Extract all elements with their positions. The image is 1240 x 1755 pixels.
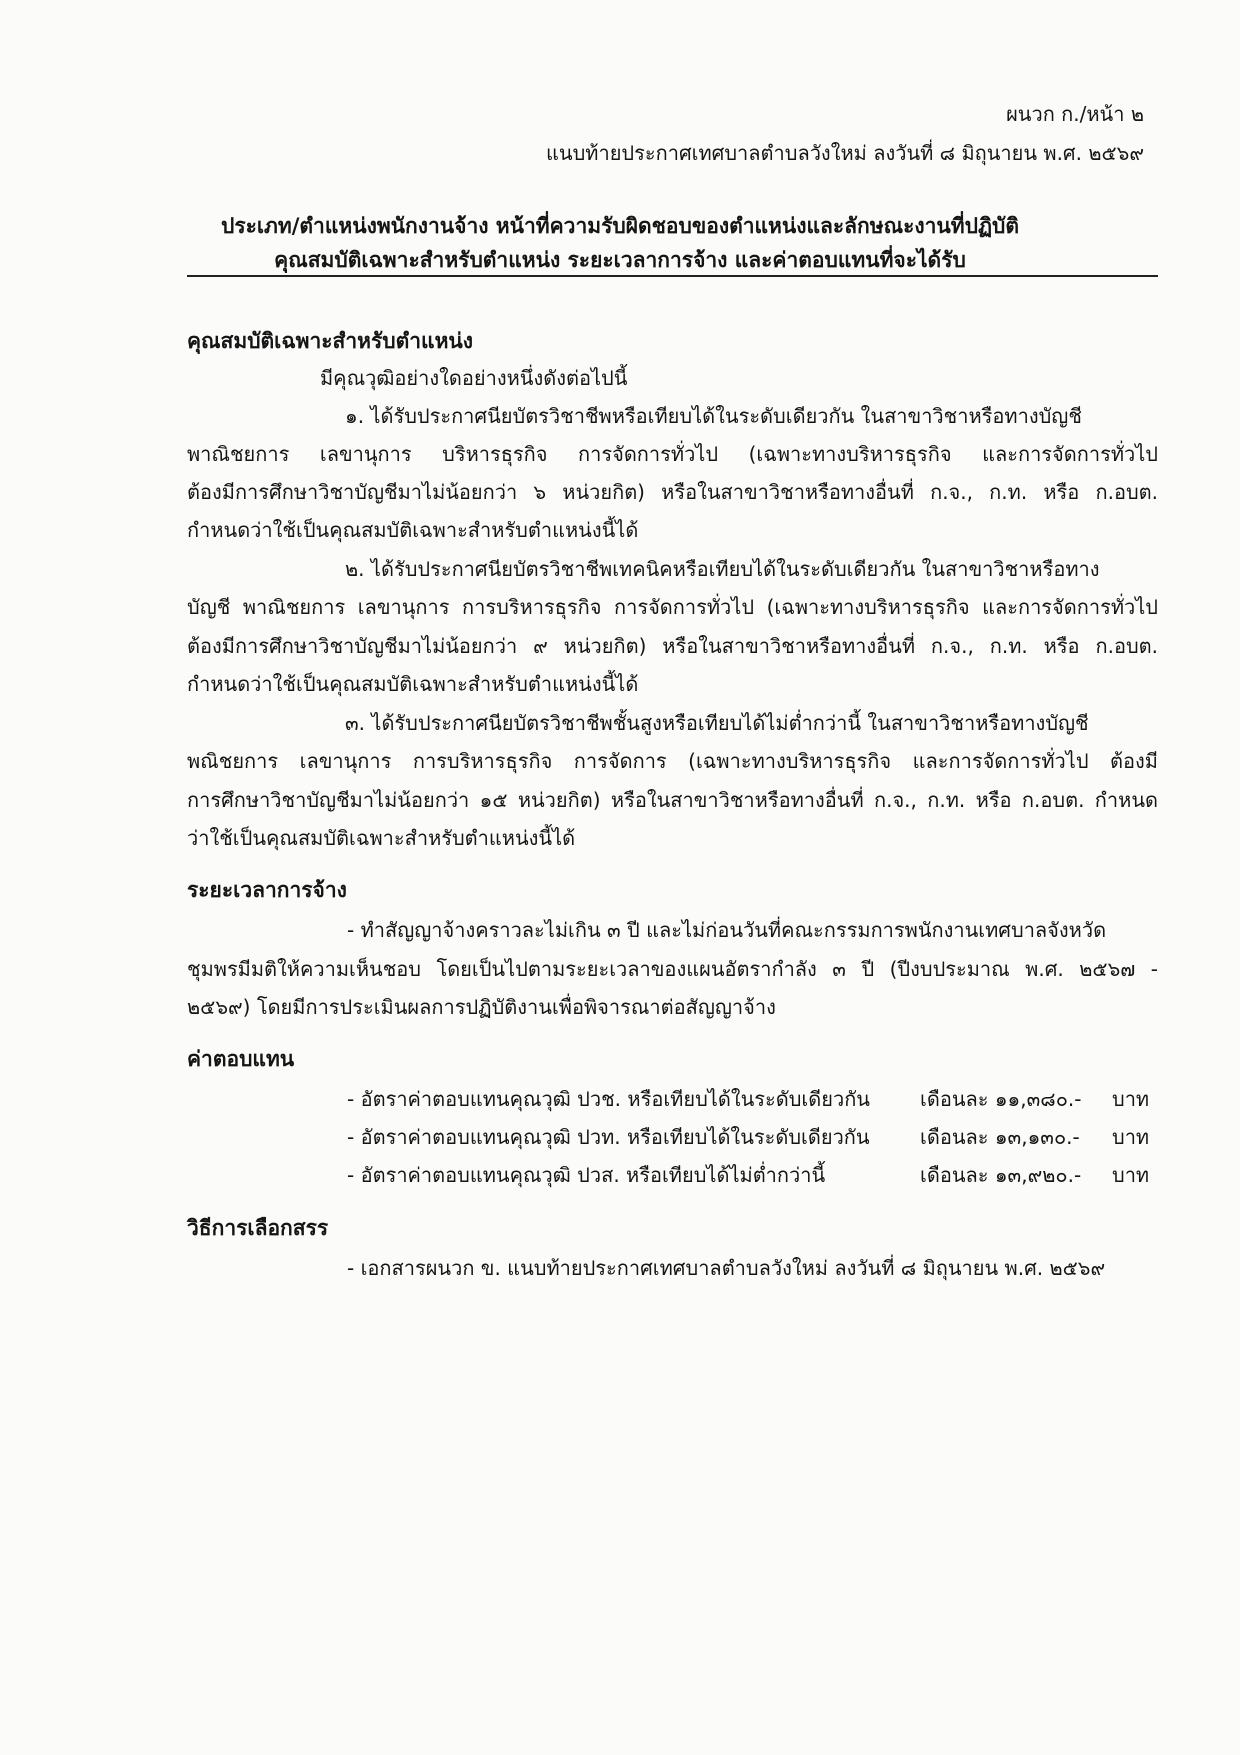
employment-period-line-2: ชุมพรมีมติให้ความเห็นชอบ โดยเป็นไปตามระยะเวลาของแผนอัตรากำลัง ๓ ปี (ปีงบประมาณ พ.ศ. ๒๕๖๗ - [187, 957, 1158, 981]
compensation-row-2-label: - อัตราค่าตอบแทนคุณวุฒิ ปวท. หรือเทียบได้ในระดับเดียวกัน [347, 1125, 870, 1149]
section-heading-selection-method: วิธีการเลือกสรร [187, 1216, 329, 1240]
qualification-2-line-4: กำหนดว่าใช้เป็นคุณสมบัติเฉพาะสำหรับตำแหน่งนี้ได้ [187, 672, 639, 696]
employment-period-line-1: - ทำสัญญาจ้างคราวละไม่เกิน ๓ ปี และไม่ก่อนวันที่คณะกรรมการพนักงานเทศบาลจังหวัด [347, 918, 1107, 942]
compensation-row-2-unit: บาท [1112, 1125, 1150, 1149]
section-heading-employment-period: ระยะเวลาการจ้าง [187, 878, 347, 902]
qualification-1-line-2: พาณิชยการ เลขานุการ บริหารธุรกิจ การจัดการทั่วไป (เฉพาะทางบริหารธุรกิจ และการจัดการทั่วไป [187, 442, 1158, 466]
compensation-row-2-amount: เดือนละ ๑๓,๑๓๐.- [920, 1125, 1080, 1149]
compensation-row-1-amount: เดือนละ ๑๑,๓๘๐.- [920, 1087, 1082, 1111]
compensation-row-3-amount: เดือนละ ๑๓,๙๒๐.- [920, 1163, 1082, 1187]
qualification-3-line-3: การศึกษาวิชาบัญชีมาไม่น้อยกว่า ๑๕ หน่วยกิต) หรือในสาขาวิชาหรือทางอื่นที่ ก.จ., ก.ท. หรือ ก.อบต. กำหนด [187, 788, 1158, 812]
document-title-line-2: คุณสมบัติเฉพาะสำหรับตำแหน่ง ระยะเวลาการจ้าง และค่าตอบแทนที่จะได้รับ [274, 248, 966, 272]
section-heading-qualifications: คุณสมบัติเฉพาะสำหรับตำแหน่ง [187, 329, 474, 353]
qualification-1-line-4: กำหนดว่าใช้เป็นคุณสมบัติเฉพาะสำหรับตำแหน่งนี้ได้ [187, 518, 639, 542]
selection-method-line: - เอกสารผนวก ข. แนบท้ายประกาศเทศบาลตำบลวังใหม่ ลงวันที่ ๘ มิถุนายน พ.ศ. ๒๕๖๙ [347, 1256, 1106, 1280]
section-heading-compensation: ค่าตอบแทน [187, 1047, 295, 1071]
qualification-2-line-2: บัญชี พาณิชยการ เลขานุการ การบริหารธุรกิจ การจัดการทั่วไป (เฉพาะทางบริหารธุรกิจ และการจัดการทั่วไป [187, 595, 1158, 619]
compensation-row-3-unit: บาท [1112, 1163, 1150, 1187]
qualification-3-line-2: พณิชยการ เลขานุการ การบริหารธุรกิจ การจัดการ (เฉพาะทางบริหารธุรกิจ และการจัดการทั่วไป ต้องมี [187, 749, 1158, 773]
qualification-3-line-1: ๓. ได้รับประกาศนียบัตรวิชาชีพชั้นสูงหรือเทียบได้ไม่ต่ำกว่านี้ ในสาขาวิชาหรือทางบัญชี [345, 711, 1089, 735]
title-divider [187, 275, 1158, 277]
qualification-2-line-3: ต้องมีการศึกษาวิชาบัญชีมาไม่น้อยกว่า ๙ หน่วยกิต) หรือในสาขาวิชาหรือทางอื่นที่ ก.จ., ก.ท. หรือ ก.อบต. [187, 634, 1158, 658]
employment-period-line-3: ๒๕๖๙) โดยมีการประเมินผลการปฏิบัติงานเพื่อพิจารณาต่อสัญญาจ้าง [187, 995, 776, 1019]
compensation-row-1-unit: บาท [1112, 1087, 1150, 1111]
qualifications-intro: มีคุณวุฒิอย่างใดอย่างหนึ่งดังต่อไปนี้ [320, 366, 628, 390]
compensation-row-3-label: - อัตราค่าตอบแทนคุณวุฒิ ปวส. หรือเทียบได้ไม่ต่ำกว่านี้ [347, 1163, 826, 1187]
qualification-2-line-1: ๒. ได้รับประกาศนียบัตรวิชาชีพเทคนิคหรือเทียบได้ในระดับเดียวกัน ในสาขาวิชาหรือทาง [345, 557, 1100, 581]
qualification-1-line-3: ต้องมีการศึกษาวิชาบัญชีมาไม่น้อยกว่า ๖ หน่วยกิต) หรือในสาขาวิชาหรือทางอื่นที่ ก.จ., ก.ท. หรือ ก.อบต. [187, 480, 1158, 504]
compensation-row-1-label: - อัตราค่าตอบแทนคุณวุฒิ ปวช. หรือเทียบได้ในระดับเดียวกัน [347, 1087, 870, 1111]
page-reference: ผนวก ก./หน้า ๒ [1006, 102, 1144, 126]
document-title-line-1: ประเภท/ตำแหน่งพนักงานจ้าง หน้าที่ความรับผิดชอบของตำแหน่งและลักษณะงานที่ปฏิบัติ [220, 214, 1020, 238]
qualification-3-line-4: ว่าใช้เป็นคุณสมบัติเฉพาะสำหรับตำแหน่งนี้ได้ [187, 826, 576, 850]
attachment-reference: แนบท้ายประกาศเทศบาลตำบลวังใหม่ ลงวันที่ ๘ มิถุนายน พ.ศ. ๒๕๖๙ [546, 141, 1144, 165]
qualification-1-line-1: ๑. ได้รับประกาศนียบัตรวิชาชีพหรือเทียบได้ในระดับเดียวกัน ในสาขาวิชาหรือทางบัญชี [345, 404, 1082, 428]
